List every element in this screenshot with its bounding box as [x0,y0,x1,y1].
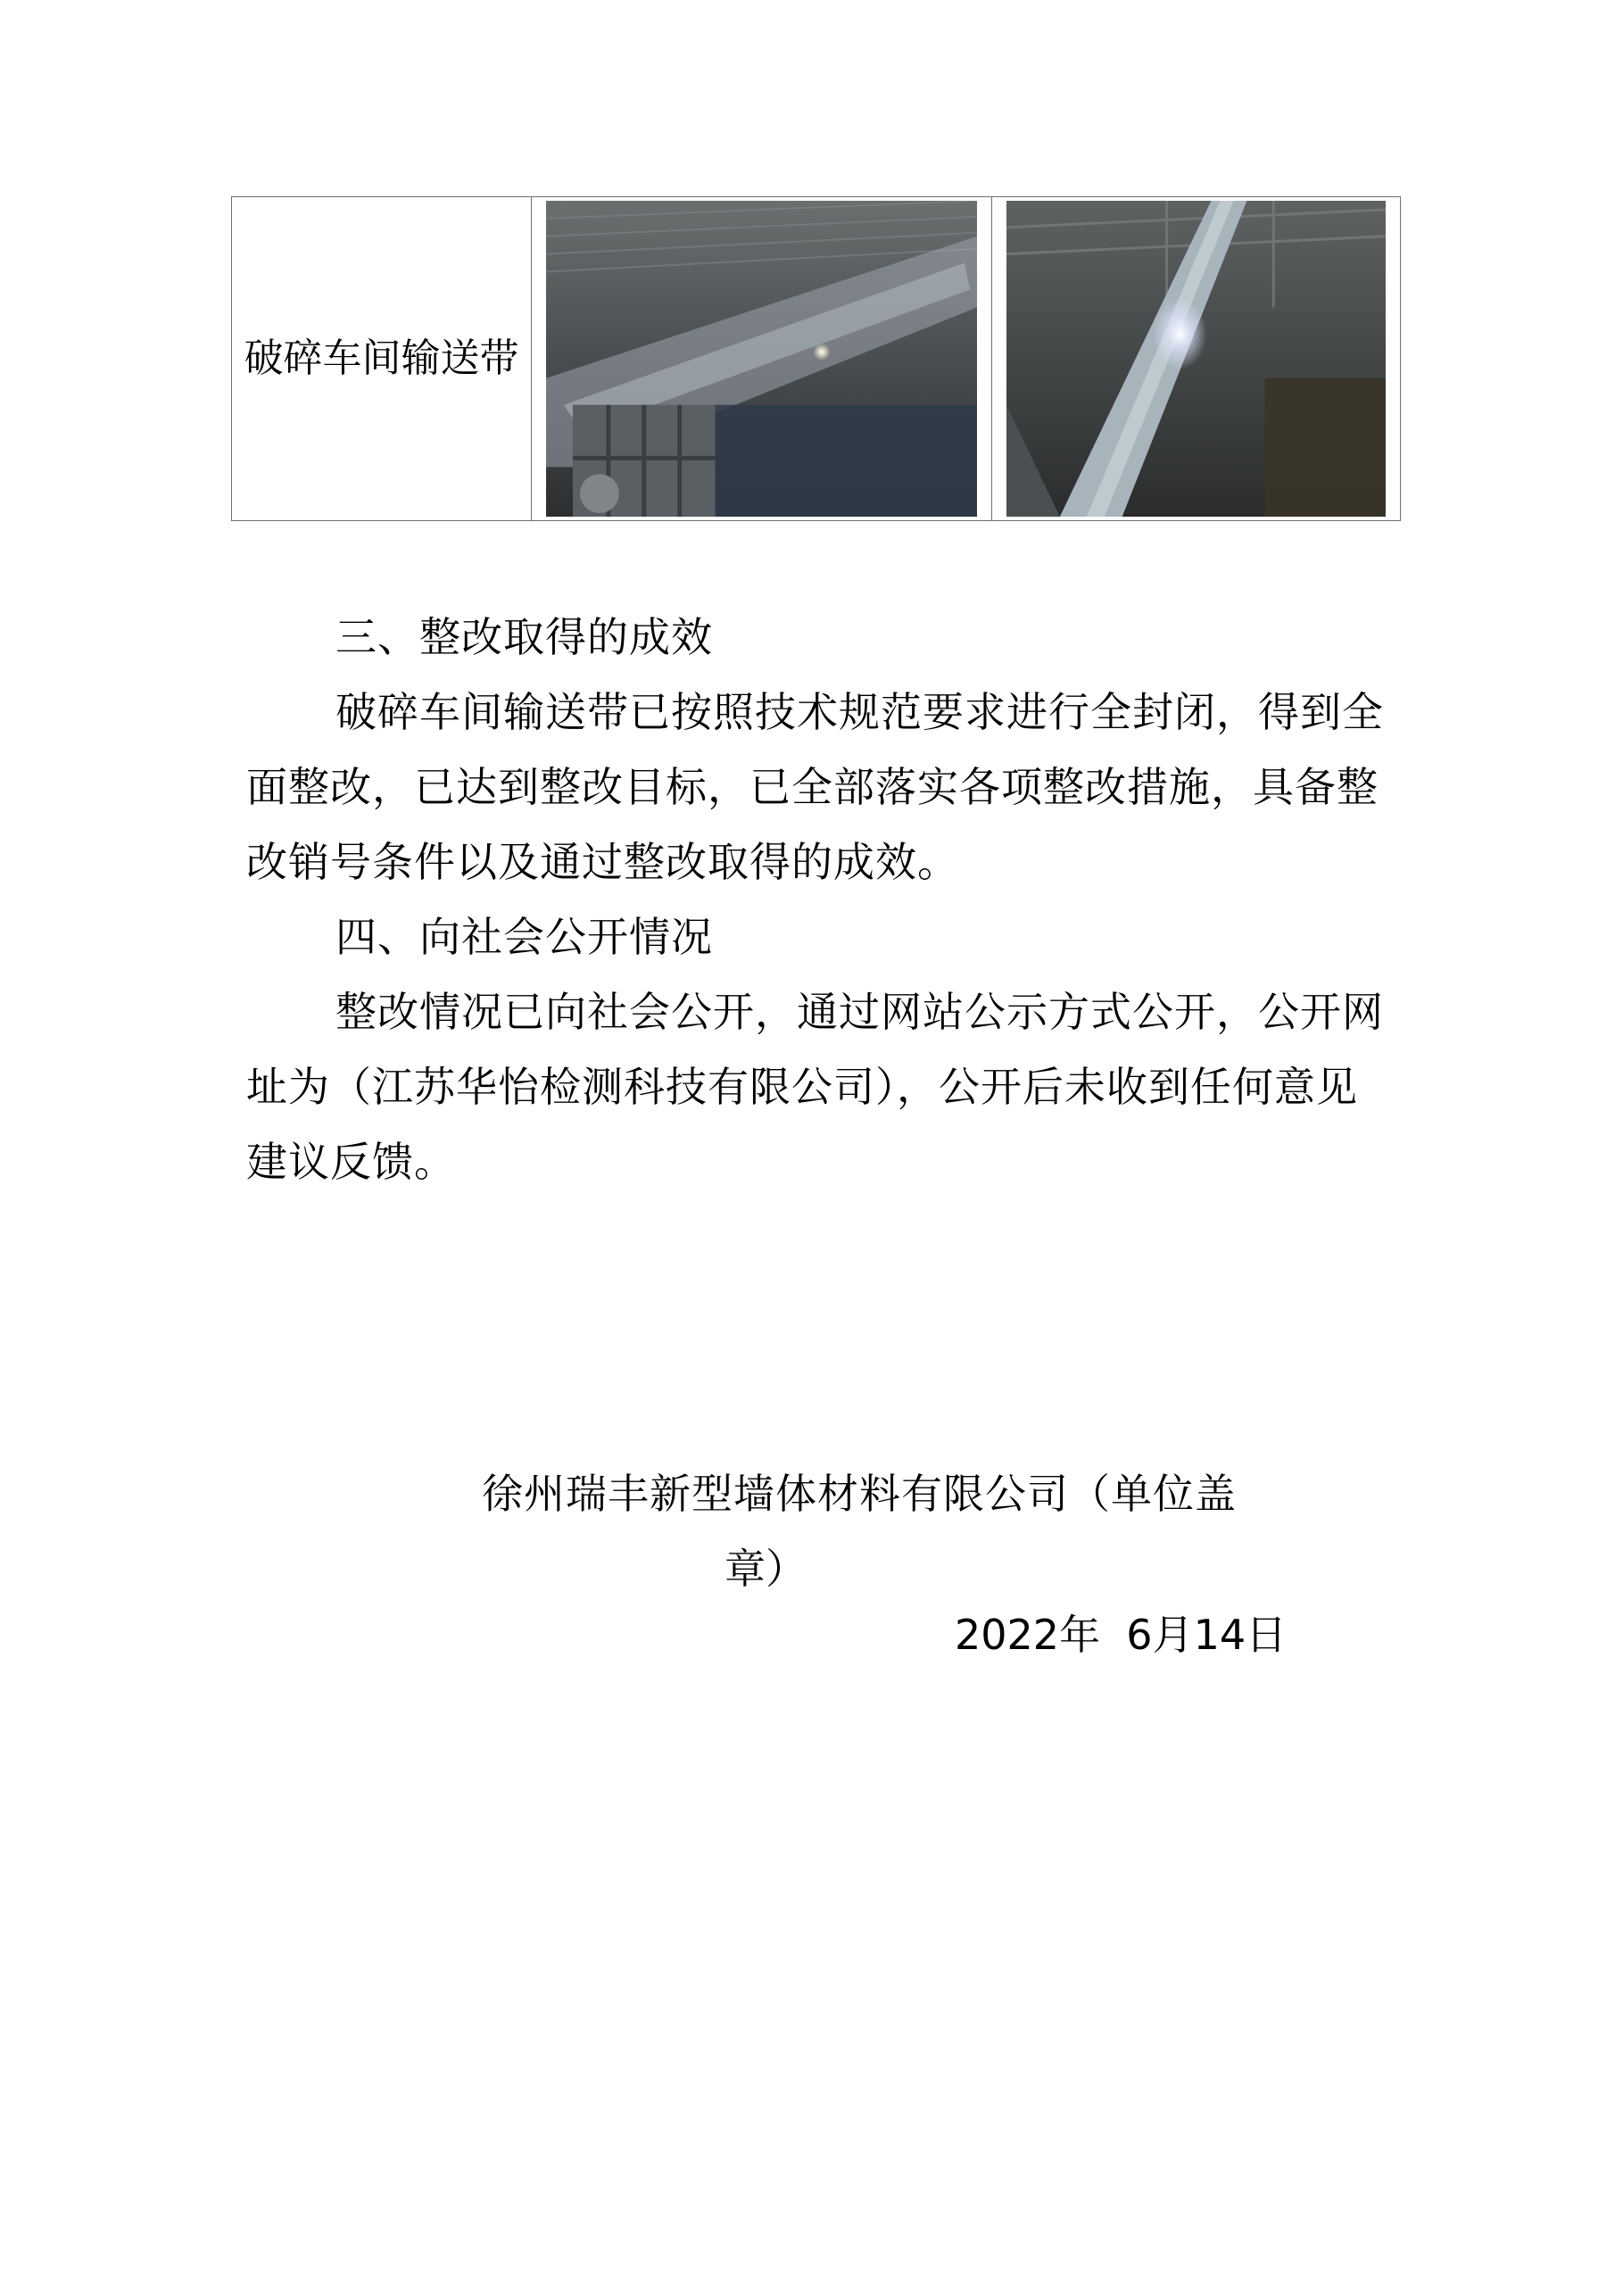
section-body-3: 破碎车间输送带已按照技术规范要求进行全封闭，得到全面整改，已达到整改目标，已全部落实各项整改措施，具备整改销号条件以及通过整改取得的成效。 [246,688,1384,886]
document-date: 2022年 6月14日 [955,1611,1288,1659]
rectification-photo-table [231,196,1401,521]
body-text [246,600,1388,1199]
company-name: 徐州瑞丰新型墙体材料有限公司（单位盖 [482,1470,1237,1518]
section-heading-3: 三、整改取得的成效 [335,613,713,661]
section-body-4: 整改情况已向社会公开，通过网站公示方式公开，公开网址为（江苏华怡检测科技有限公司），公开后未收到任何意见建议反馈。 [246,988,1384,1186]
photo-cell-after [992,197,1401,521]
signature-block [482,1456,1312,1606]
photo-cell-before [532,197,992,521]
table-row [232,197,1401,521]
section-heading-4: 四、向社会公开情况 [335,913,713,961]
company-name-continued: 章） [725,1545,807,1593]
table-row-label: 破碎车间输送带 [232,197,532,521]
conveyor-belt-before-photo [546,201,977,517]
conveyor-belt-after-photo [1006,201,1386,517]
